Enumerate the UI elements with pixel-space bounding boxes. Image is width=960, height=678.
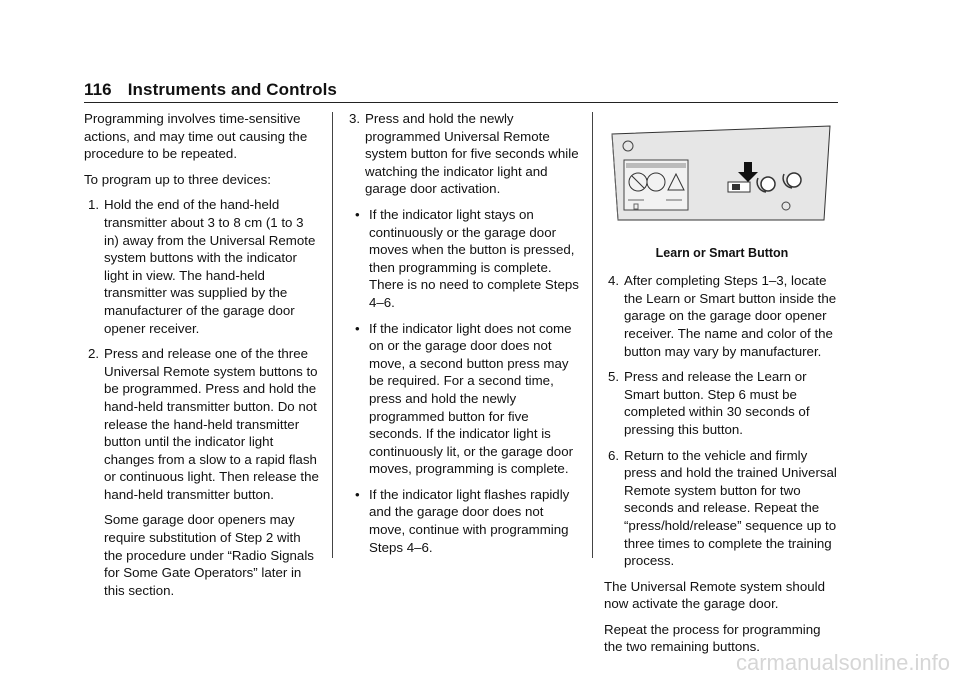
step-1-text: Hold the end of the hand-held transmitter about 3 to 8 cm (1 to 3 in) away from the Universal Remote system buttons with the indicator light in view. The hand-held transmitter was supplied by the manufacturer of the garage door opener receiver. [104,197,316,336]
step-2-note: Some garage door openers may require substitution of Step 2 with the procedure under “Radio Signals for Some Gate Operators” later in this section. [104,512,314,598]
bullet-icon: • [355,206,360,222]
bullet-text: If the indicator light stays on continuously or the garage door moves when the button is pressed, then programming is complete. There is no need to complete Steps 4–6. [369,206,579,310]
column-divider-1 [332,112,333,558]
garage-opener-illustration [604,120,838,230]
column-left [84,110,322,607]
step-6 [604,447,840,570]
bullet-text: If the indicator light does not come on or the garage door does not move, a second button press may be required. For a second time, press and hold the newly programmed button for five seconds. If the indicator light is continuously lit, or the garage door moves, programming is complete. [369,320,574,477]
column-middle [345,110,581,564]
step-4-number: 4. [608,273,620,289]
step-1-number: 1. [88,197,100,213]
bullet-item [345,320,581,478]
step-2-text: Press and release one of the three Universal Remote system buttons to be programmed. Press and hold the hand-held transmitter button. Do not release the hand-held transmitter button until the indicator light changes from a slow to a rapid flash or continuous light. Then release the hand-held transmitter button. [104,346,319,502]
step-3 [345,110,581,198]
bullet-text: If the indicator light flashes rapidly and the garage door does not move, continue with programming Steps 4–6. [369,486,570,555]
repeat-paragraph: Repeat the process for programming the two remaining buttons. [604,621,821,655]
bullet-icon: • [355,486,360,502]
section-title: Instruments and Controls [127,80,337,99]
bullet-item [345,206,581,312]
step-1 [84,196,322,337]
column-divider-2 [592,112,593,558]
intro-paragraph: Programming involves time-sensitive actions, and may time out causing the procedure to be repeated. [84,111,308,162]
step-6-number: 6. [608,447,620,463]
bullet-item [345,486,581,556]
step-4 [604,272,840,360]
watermark: carmanualsonline.info [735,650,950,675]
step-2 [84,345,322,503]
step-3-text: Press and hold the newly programmed Universal Remote system button for five seconds while watching the indicator light and garage door activation. [365,111,579,197]
step-3-number: 3. [349,111,361,126]
step-4-text: After completing Steps 1–3, locate the Learn or Smart button inside the garage on the garage door opener receiver. The name and color of the button may vary by manufacturer. [624,273,837,359]
step-5 [604,368,840,438]
step-5-number: 5. [608,369,620,385]
step-2-number: 2. [88,346,100,362]
figure-caption: Learn or Smart Button [655,245,789,260]
page-header [84,80,337,100]
page-number: 116 [84,80,112,99]
result-paragraph: The Universal Remote system should now activate the garage door. [604,578,825,612]
step-6-text: Return to the vehicle and firmly press and hold the trained Universal Remote system button for two seconds and release. Repeat the “press/hold/release” sequence up to three times to complete the training process. [624,447,837,569]
intro-lead: To program up to three devices: [84,171,271,187]
header-rule [84,102,838,103]
step-5-text: Press and release the Learn or Smart button. Step 6 must be completed within 30 seconds of pressing this button. [624,369,810,437]
column-right [604,110,840,664]
bullet-icon: • [355,320,360,336]
